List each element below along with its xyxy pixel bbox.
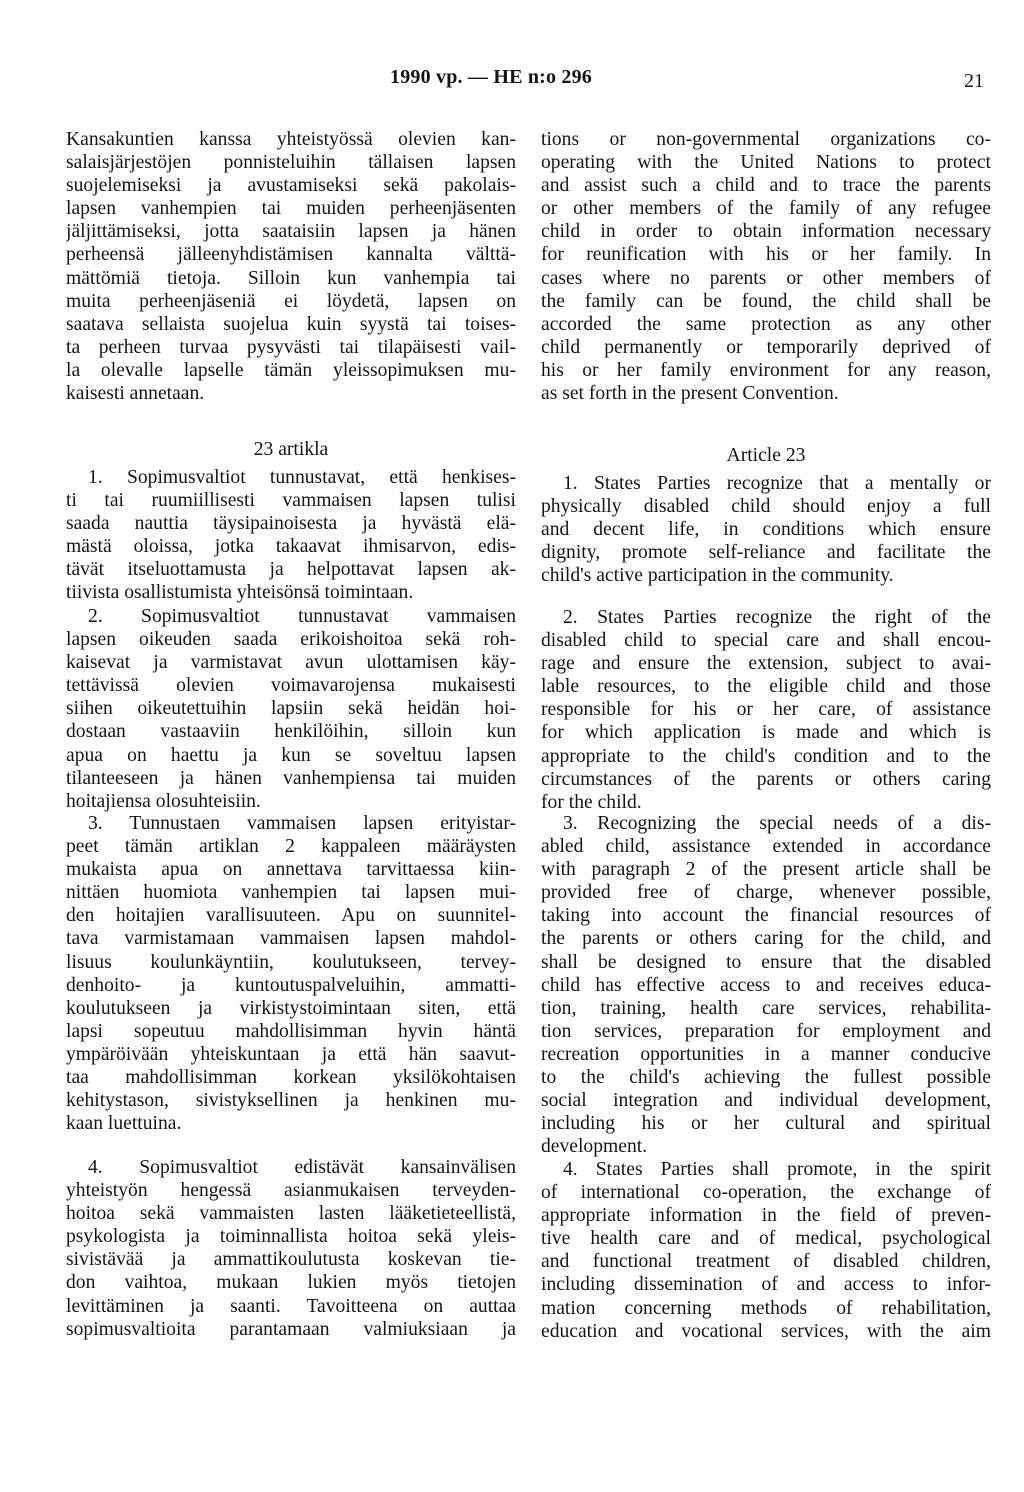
text-line: the family can be found, the child shall be xyxy=(541,290,991,312)
text-line: tions or non-governmental organizations co- xyxy=(541,129,991,150)
text-line: apua on haettu ja kun se soveltuu lapsen xyxy=(66,744,516,766)
text-line: provided free of charge, whenever possible, xyxy=(541,882,991,904)
text-line: child's active participation in the community. xyxy=(541,565,894,587)
text-line: mästä oloissa, jotka takaavat ihmisarvon, edis- xyxy=(66,536,516,558)
text-line: kehitystason, sivistyksellinen ja henkinen mu- xyxy=(66,1090,516,1112)
text-line: den hoitajien varallisuuteen. Apu on suunnitel- xyxy=(66,905,516,927)
english-paragraph-4 xyxy=(541,1158,991,1343)
text-line: la olevalle lapselle tämän yleissopimuksen mu- xyxy=(66,359,516,381)
text-line: appropriate to the child's condition and to the xyxy=(541,745,991,767)
text-line: disabled child to special care and shall encou- xyxy=(541,630,991,652)
finnish-paragraph-2 xyxy=(66,605,516,813)
text-line: for which application is made and which is xyxy=(541,722,991,744)
text-line: rage and ensure the extension, subject to avai- xyxy=(541,653,991,675)
text-line: tion, training, health care services, rehabilita- xyxy=(541,997,991,1019)
text-line: psykologista ja toiminnallista hoitoa sekä yleis- xyxy=(66,1226,516,1248)
text-line: ta perheen turvaa pysyvästi tai tilapäisesti vail- xyxy=(66,336,516,358)
text-line: sivistävää ja ammattikoulutusta koskevan tie- xyxy=(66,1249,516,1271)
text-line: don vaihtoa, mukaan lukien myös tietojen xyxy=(66,1272,516,1294)
text-line: shall be designed to ensure that the disabled xyxy=(541,951,991,973)
text-line: and assist such a child and to trace the parents xyxy=(541,175,991,197)
finnish-column xyxy=(66,0,516,1492)
text-line: perheensä jälleenyhdistämisen kannalta välttä- xyxy=(66,244,516,266)
english-paragraph-3 xyxy=(541,812,991,1158)
text-line: kaisevat ja varmistavat avun ulottamisen käy- xyxy=(66,652,516,674)
text-line: mättömiä tietoja. Silloin kun vanhempia tai xyxy=(66,267,516,289)
finnish-intro-paragraph xyxy=(66,128,516,405)
text-line: his or her family environment for any reason, xyxy=(541,359,991,381)
english-article-heading: Article 23 xyxy=(726,445,806,466)
running-head: 1990 vp. — HE n:o 296 xyxy=(390,66,593,88)
text-line: with paragraph 2 of the present article shall be xyxy=(541,859,991,881)
text-line: kaisesti annetaan. xyxy=(66,383,205,405)
text-line: hoitajiensa olosuhteisiin. xyxy=(66,790,261,812)
text-line: suojelemiseksi ja avustamiseksi sekä pakolais- xyxy=(66,175,516,197)
text-line: saatava sellaista suojelua kuin syystä tai toises- xyxy=(66,313,516,335)
text-line: development. xyxy=(541,1136,648,1158)
finnish-paragraph-3 xyxy=(66,812,516,1135)
text-line: mation concerning methods of rehabilitation, xyxy=(541,1297,991,1319)
text-line: taking into account the financial resources of xyxy=(541,905,991,927)
text-line: Kansakuntien kanssa yhteistyössä olevien kan- xyxy=(66,129,516,150)
english-paragraph-2 xyxy=(541,606,991,814)
text-line: nittäen huomiota vanhempien tai lapsen mui- xyxy=(66,882,516,904)
text-line: tilanteeseen ja hänen vanhempiensa tai muiden xyxy=(66,767,516,789)
finnish-paragraph-1 xyxy=(66,466,516,605)
text-line: 3. Tunnustaen vammaisen lapsen erityistar- xyxy=(88,813,516,834)
text-line: 4. Sopimusvaltiot edistävät kansainvälisen xyxy=(88,1157,516,1178)
text-line: tiivista osallistumista yhteisönsä toimintaan. xyxy=(66,582,414,604)
text-line: for reunification with his or her family. In xyxy=(541,244,991,266)
text-line: child has effective access to and receives educa- xyxy=(541,974,991,996)
text-line: accorded the same protection as any other xyxy=(541,313,991,335)
text-line: dignity, promote self-reliance and facilitate the xyxy=(541,542,991,564)
text-line: to the child's achieving the fullest possible xyxy=(541,1067,991,1089)
text-line: child in order to obtain information necessary xyxy=(541,221,991,243)
text-line: dostaan vastaaviin henkilöihin, silloin kun xyxy=(66,721,516,743)
text-line: taa mahdollisimman korkean yksilökohtaisen xyxy=(66,1067,516,1089)
text-line: mukaista apua on annettava tarvittaessa kiin- xyxy=(66,859,516,881)
text-line: levittäminen ja saanti. Tavoitteena on auttaa xyxy=(66,1295,516,1317)
text-line: circumstances of the parents or others caring xyxy=(541,768,991,790)
text-line: child permanently or temporarily deprived of xyxy=(541,336,991,358)
english-paragraph-1 xyxy=(541,472,991,587)
finnish-paragraph-4 xyxy=(66,1156,516,1341)
text-line: tava varmistamaan vammaisen lapsen mahdol- xyxy=(66,928,516,950)
text-line: social integration and individual development, xyxy=(541,1090,991,1112)
text-line: 4. States Parties shall promote, in the spirit xyxy=(563,1159,991,1180)
text-line: lable resources, to the eligible child and those xyxy=(541,676,991,698)
text-line: abled child, assistance extended in accordance xyxy=(541,836,991,858)
text-line: operating with the United Nations to protect xyxy=(541,152,991,174)
text-line: tävät itseluottamusta ja helpottavat lapsen ak- xyxy=(66,559,516,581)
text-line: lapsen oikeuden saada erikoishoitoa sekä roh- xyxy=(66,629,516,651)
text-line: ympäröivään yhteiskuntaan ja että hän saavut- xyxy=(66,1043,516,1065)
text-line: as set forth in the present Convention. xyxy=(541,383,839,405)
text-line: denhoito- ja kuntoutuspalveluihin, ammatti- xyxy=(66,974,516,996)
text-line: 2. States Parties recognize the right of the xyxy=(563,607,991,628)
text-line: responsible for his or her care, of assistance xyxy=(541,699,991,721)
english-intro-paragraph xyxy=(541,128,991,405)
text-line: muita perheenjäseniä ei löydetä, lapsen on xyxy=(66,290,516,312)
text-line: recreation opportunities in a manner conducive xyxy=(541,1043,991,1065)
text-line: kaan luettuina. xyxy=(66,1113,182,1135)
text-line: 2. Sopimusvaltiot tunnustavat vammaisen xyxy=(88,606,516,627)
text-line: appropriate information in the field of preven- xyxy=(541,1205,991,1227)
text-line: siihen oikeutettuihin lapsiin sekä heidän hoi- xyxy=(66,698,516,720)
text-line: jäljittämiseksi, jotta saataisiin lapsen ja hänen xyxy=(66,221,516,243)
text-line: tettävissä olevien voimavarojensa mukaisesti xyxy=(66,675,516,697)
text-line: peet tämän artiklan 2 kappaleen määräysten xyxy=(66,836,516,858)
text-line: ti tai ruumiillisesti vammaisen lapsen tulisi xyxy=(66,490,516,512)
text-line: for the child. xyxy=(541,791,642,813)
english-column xyxy=(541,0,991,1492)
text-line: including his or her cultural and spiritual xyxy=(541,1113,991,1135)
text-line: the parents or others caring for the child, and xyxy=(541,928,991,950)
text-line: 1. Sopimusvaltiot tunnustavat, että henkises- xyxy=(88,467,516,488)
text-line: 3. Recognizing the special needs of a dis- xyxy=(563,813,991,834)
text-line: 1. States Parties recognize that a mentally or xyxy=(563,473,991,494)
text-line: yhteistyön hengessä asianmukaisen terveyden- xyxy=(66,1180,516,1202)
text-line: tive health care and of medical, psychological xyxy=(541,1228,991,1250)
text-line: education and vocational services, with the aim xyxy=(541,1320,991,1342)
finnish-article-heading: 23 artikla xyxy=(253,439,329,460)
text-line: lisuus koulunkäyntiin, koulutukseen, tervey- xyxy=(66,951,516,973)
text-line: saada nauttia täysipainoisesta ja hyvästä elä- xyxy=(66,513,516,535)
text-line: including dissemination of and access to infor- xyxy=(541,1274,991,1296)
text-line: of international co-operation, the exchange of xyxy=(541,1182,991,1204)
text-line: hoitoa sekä vammaisten lasten lääketieteellistä, xyxy=(66,1203,516,1225)
text-line: and functional treatment of disabled children, xyxy=(541,1251,991,1273)
text-line: and decent life, in conditions which ensure xyxy=(541,519,991,541)
text-line: sopimusvaltioita parantamaan valmiuksiaan ja xyxy=(66,1318,516,1340)
text-line: salaisjärjestöjen ponnisteluihin tällaisen lapsen xyxy=(66,152,516,174)
text-line: lapsen vanhempien tai muiden perheenjäsenten xyxy=(66,198,516,220)
text-line: cases where no parents or other members of xyxy=(541,267,991,289)
text-line: lapsi sopeutuu mahdollisimman hyvin häntä xyxy=(66,1020,516,1042)
text-line: or other members of the family of any refugee xyxy=(541,198,991,220)
text-line: physically disabled child should enjoy a full xyxy=(541,496,991,518)
text-line: tion services, preparation for employment and xyxy=(541,1020,991,1042)
page-number: 21 xyxy=(964,70,984,92)
text-line: koulutukseen ja virkistystoimintaan siten, että xyxy=(66,997,516,1019)
